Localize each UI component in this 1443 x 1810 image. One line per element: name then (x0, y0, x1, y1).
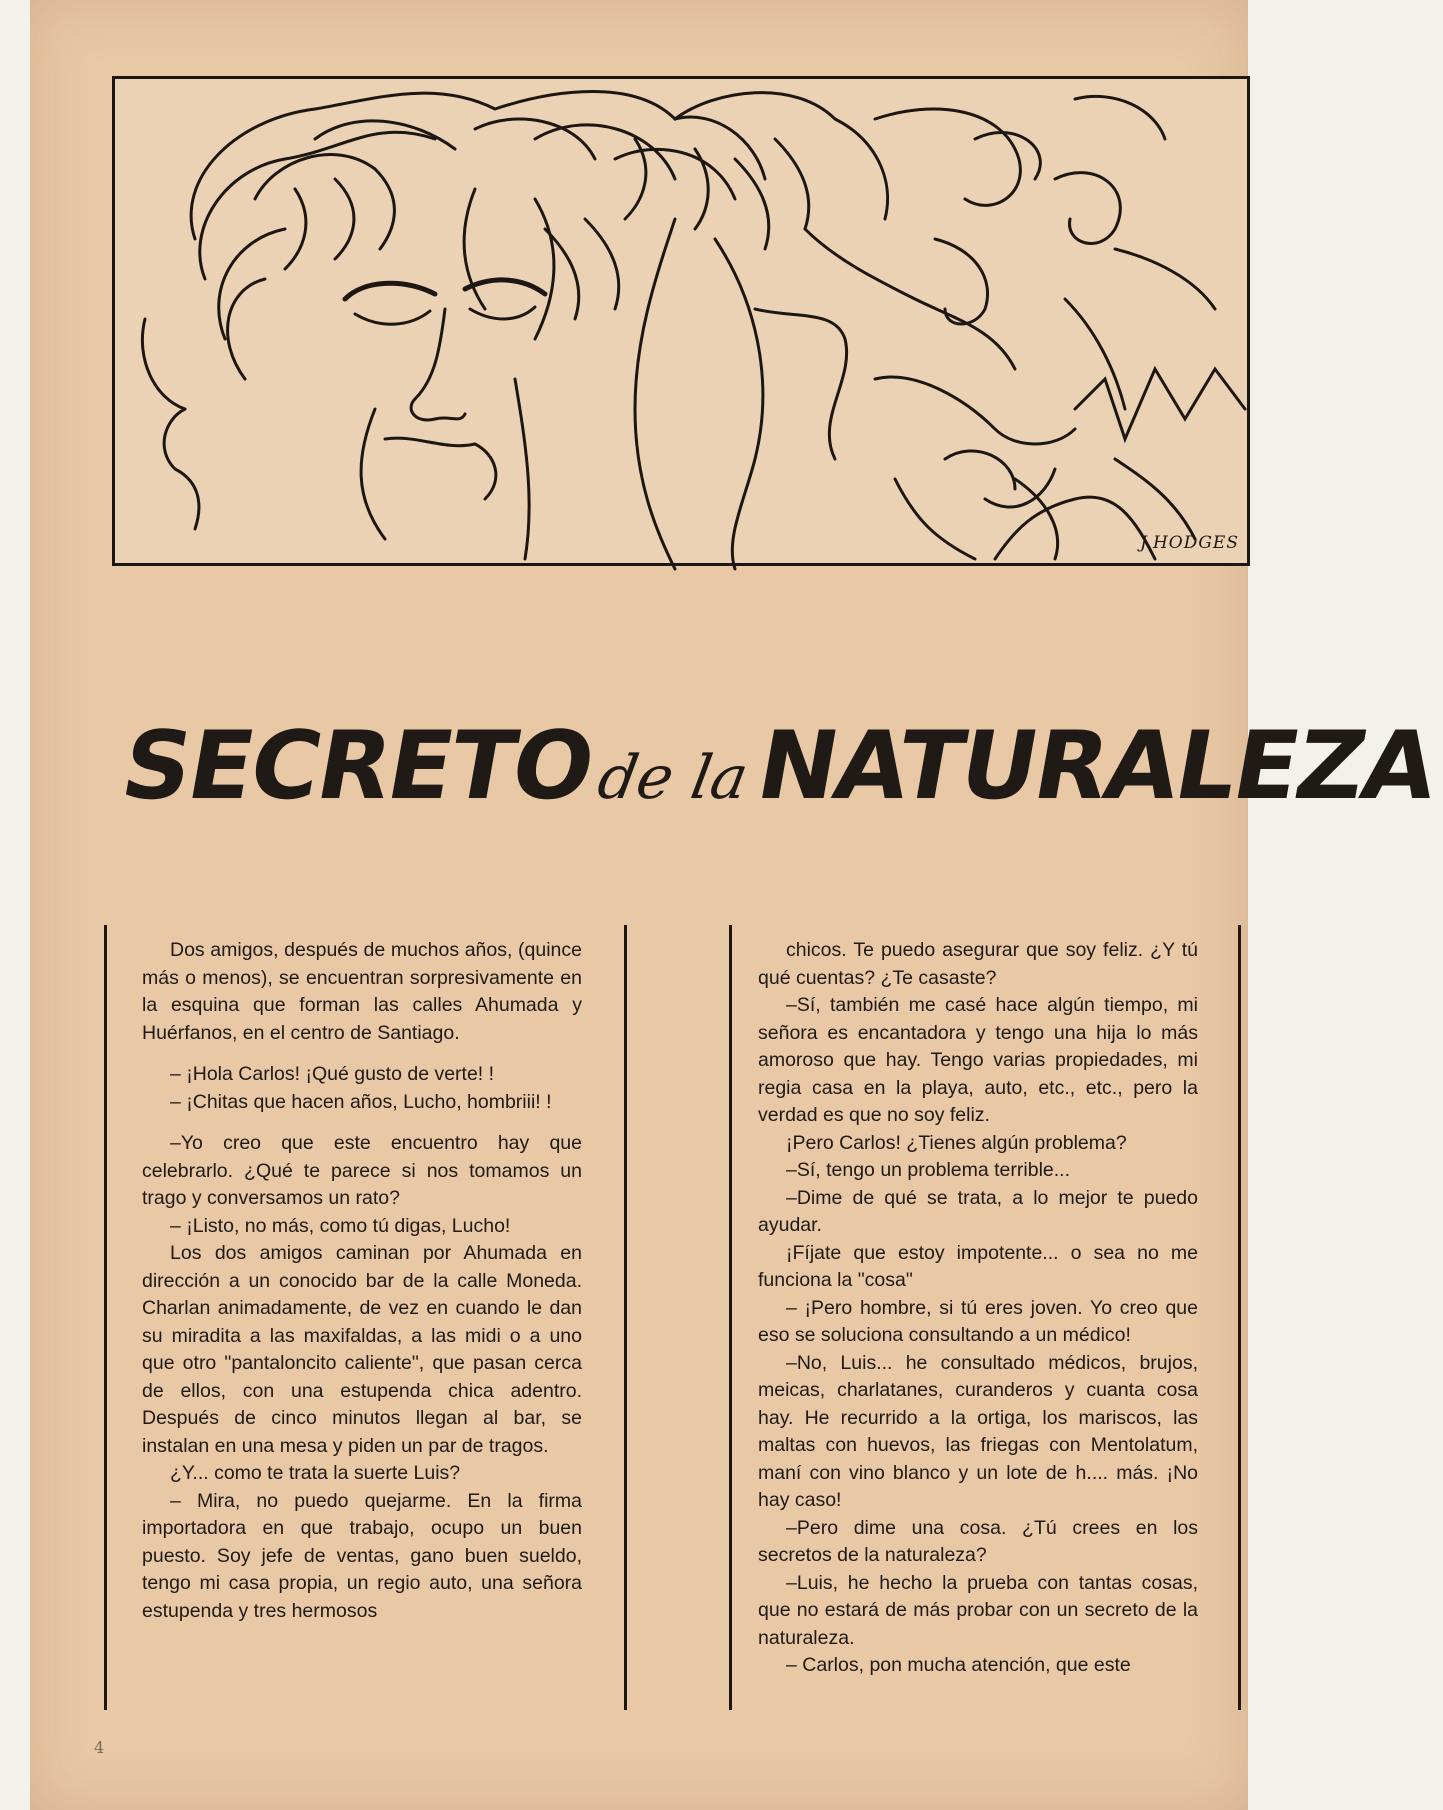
paragraph: Dos amigos, después de muchos años, (quince más o menos), se encuentran sorpresivamente en la esquina que forman las calles Ahumada y Huérfanos, en el centro de Santiago. (142, 939, 582, 1044)
text-column-right (758, 937, 1198, 1680)
header-illustration (112, 76, 1250, 566)
paragraph: – ¡Pero hombre, si tú eres joven. Yo creo que eso se soluciona consultando a un médico! (758, 1296, 1198, 1346)
paragraph: –No, Luis... he consultado médicos, brujos, meicas, charlatanes, curanderos y cuanta cosa hay. He recurrido a la ortiga, los mariscos, las maltas con huevos, las friegas con Mentolatum, maní con vino blanco y un lote de h.... más. ¡No hay caso! (758, 1351, 1198, 1511)
page-number: 4 (94, 1738, 105, 1757)
paragraph: ¡Pero Carlos! ¿Tienes algún problema? (786, 1131, 1127, 1154)
column-rule-right (1238, 925, 1241, 1710)
paragraph: –Dime de qué se trata, a lo mejor te puedo ayudar. (758, 1186, 1198, 1236)
column-rule-left (104, 925, 107, 1710)
title-word-de-la: de la (592, 743, 754, 813)
title-word-secreto: SECRETO (113, 712, 601, 821)
paragraph: ¡Fíjate que estoy impotente... o sea no me funciona la "cosa" (758, 1241, 1198, 1291)
paragraph: – Carlos, pon mucha atención, que este (786, 1654, 1131, 1676)
paragraph: –Sí, también me casé hace algún tiempo, mi señora es encantadora y tengo una hija lo más amoroso que hay. Tengo varias propiedades, mi regia casa en la playa, auto, etc., etc., pero la verdad es que no soy feliz. (758, 994, 1198, 1126)
paragraph: –Sí, tengo un problema terrible... (786, 1159, 1070, 1181)
ink-drawing (115, 79, 1253, 569)
paragraph: chicos. Te puedo asegurar que soy feliz. ¿Y tú qué cuentas? ¿Te casaste? (758, 939, 1198, 989)
article-title (112, 712, 1443, 832)
artist-signature: J.HODGES (1140, 533, 1239, 553)
paragraph: – ¡Chitas que hacen años, Lucho, hombriii! ! (170, 1090, 552, 1113)
paragraph: – ¡Hola Carlos! ¡Qué gusto de verte! ! (170, 1063, 495, 1085)
paragraph: ¿Y... como te trata la suerte Luis? (170, 1462, 461, 1484)
text-column-left (142, 937, 582, 1625)
column-rule-middle-left (624, 925, 627, 1710)
paragraph: –Pero dime una cosa. ¿Tú crees en los secretos de la naturaleza? (758, 1516, 1198, 1566)
paragraph: –Luis, he hecho la prueba con tantas cosas, que no estará de más probar con un secreto de la naturaleza. (758, 1571, 1198, 1649)
title-word-naturaleza: NATURALEZA (749, 712, 1443, 821)
paragraph: – Mira, no puedo quejarme. En la firma importadora en que trabajo, ocupo un buen puesto. Soy jefe de ventas, gano buen sueldo, tengo mi casa propia, un regio auto, una señora estupenda y tres hermosos (142, 1489, 582, 1622)
paragraph: Los dos amigos caminan por Ahumada en dirección a un conocido bar de la calle Moneda. Charlan animadamente, de vez en cuando le dan su miradita a las maxifaldas, a las midi o a uno que otro "pantaloncito caliente", que pasan cerca de ellos, con una estupenda chica adentro. Después de cinco minutos llegan al bar, se instalan en una mesa y piden un par de tragos. (142, 1242, 582, 1457)
paragraph: – ¡Listo, no más, como tú digas, Lucho! (170, 1214, 511, 1237)
column-rule-middle-right (729, 925, 732, 1710)
paragraph: –Yo creo que este encuentro hay que celebrarlo. ¿Qué te parece si nos tomamos un trago y conversamos un rato? (142, 1132, 582, 1209)
